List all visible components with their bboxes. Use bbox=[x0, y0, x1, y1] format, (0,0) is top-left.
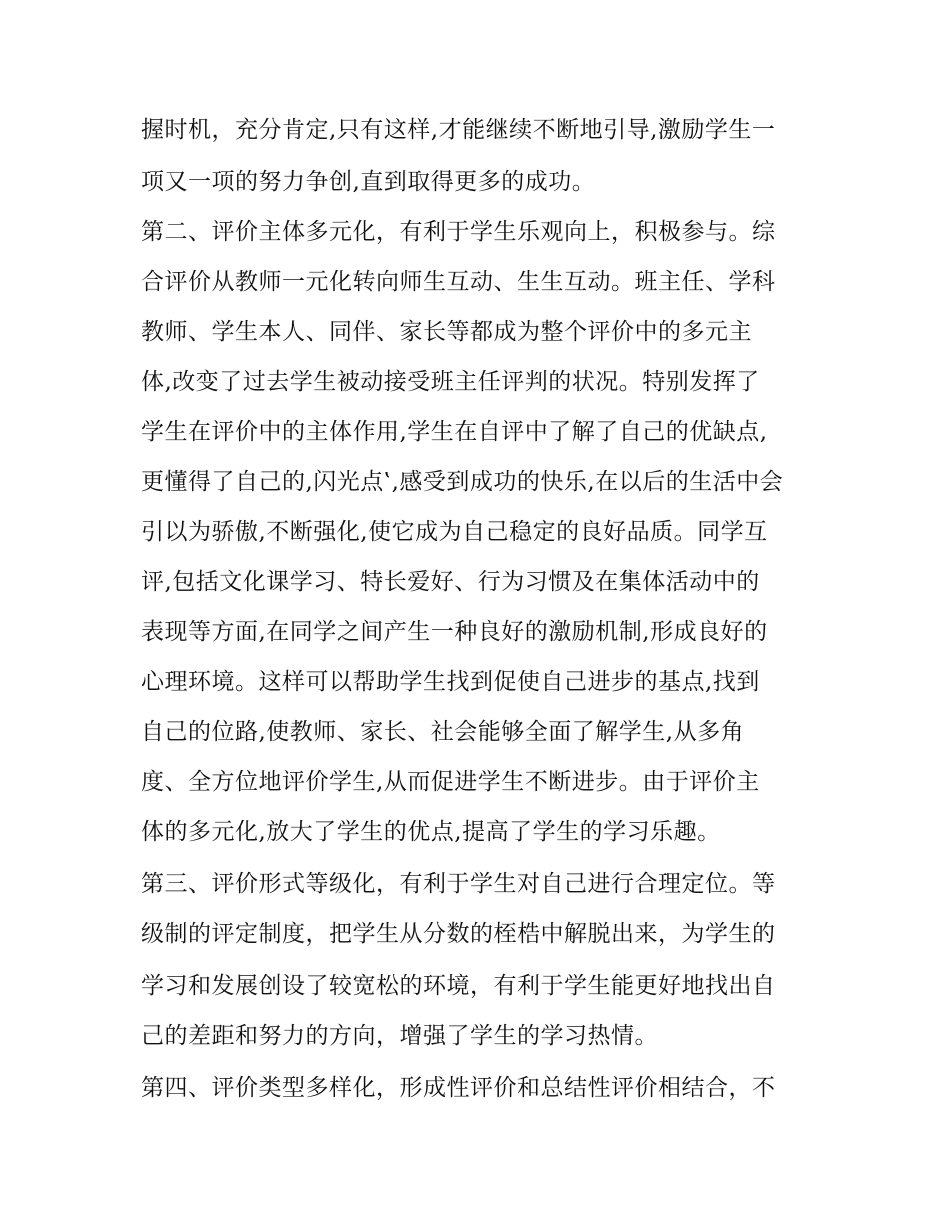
text-line: 评,包括文化课学习、特长爱好、行为习惯及在集体活动中的 bbox=[141, 569, 760, 595]
text-line: 心理环境。这样可以帮助学生找到促使自己进步的基点,找到 bbox=[141, 669, 760, 695]
text-line: 合评价从教师一元化转向师生互动、生生互动。班主任、学科 bbox=[141, 269, 776, 295]
text-line: 级制的评定制度，把学生从分数的桎梏中解脱出来，为学生的 bbox=[141, 921, 776, 947]
text-line: 己的差距和努力的方向，增强了学生的学习热情。 bbox=[141, 1023, 658, 1049]
text-line: 引以为骄傲,不断强化,使它成为自己稳定的良好品质。同学互 bbox=[141, 519, 768, 545]
text-line: 体的多元化,放大了学生的优点,提高了学生的学习乐趣。 bbox=[141, 819, 721, 845]
text-line: 学习和发展创设了较宽松的环境，有利于学生能更好地找出自 bbox=[141, 973, 776, 999]
text-line: 体,改变了过去学生被动接受班主任评判的状况。特别发挥了 bbox=[141, 369, 760, 395]
section-heading-line: 第三、评价形式等级化，有利于学生对自己进行合理定位。等 bbox=[141, 871, 776, 897]
text-line: 项又一项的努力争创,直到取得更多的成功。 bbox=[141, 169, 596, 195]
text-line: 握时机，充分肯定,只有这样,才能继续不断地引导,激励学生一 bbox=[141, 117, 776, 143]
section-heading-line: 第二、评价主体多元化，有利于学生乐观向上，积极参与。综 bbox=[141, 219, 776, 245]
section-heading-line: 第四、评价类型多样化，形成性评价和总结性评价相结合，不 bbox=[141, 1075, 776, 1101]
text-line: 更懂得了自己的,闪光点‛,感受到成功的快乐,在以后的生活中会 bbox=[141, 469, 784, 495]
text-line: 度、全方位地评价学生,从而促进学生不断进步。由于评价主 bbox=[141, 769, 760, 795]
text-line: 教师、学生本人、同伴、家长等都成为整个评价中的多元主 bbox=[141, 319, 752, 345]
text-line: 表现等方面,在同学之间产生一种良好的激励机制,形成良好的 bbox=[141, 619, 768, 645]
text-line: 学生在评价中的主体作用,学生在自评中了解了自己的优缺点, bbox=[141, 419, 768, 445]
text-line: 自己的位路,使教师、家长、社会能够全面了解学生,从多角 bbox=[141, 719, 745, 745]
